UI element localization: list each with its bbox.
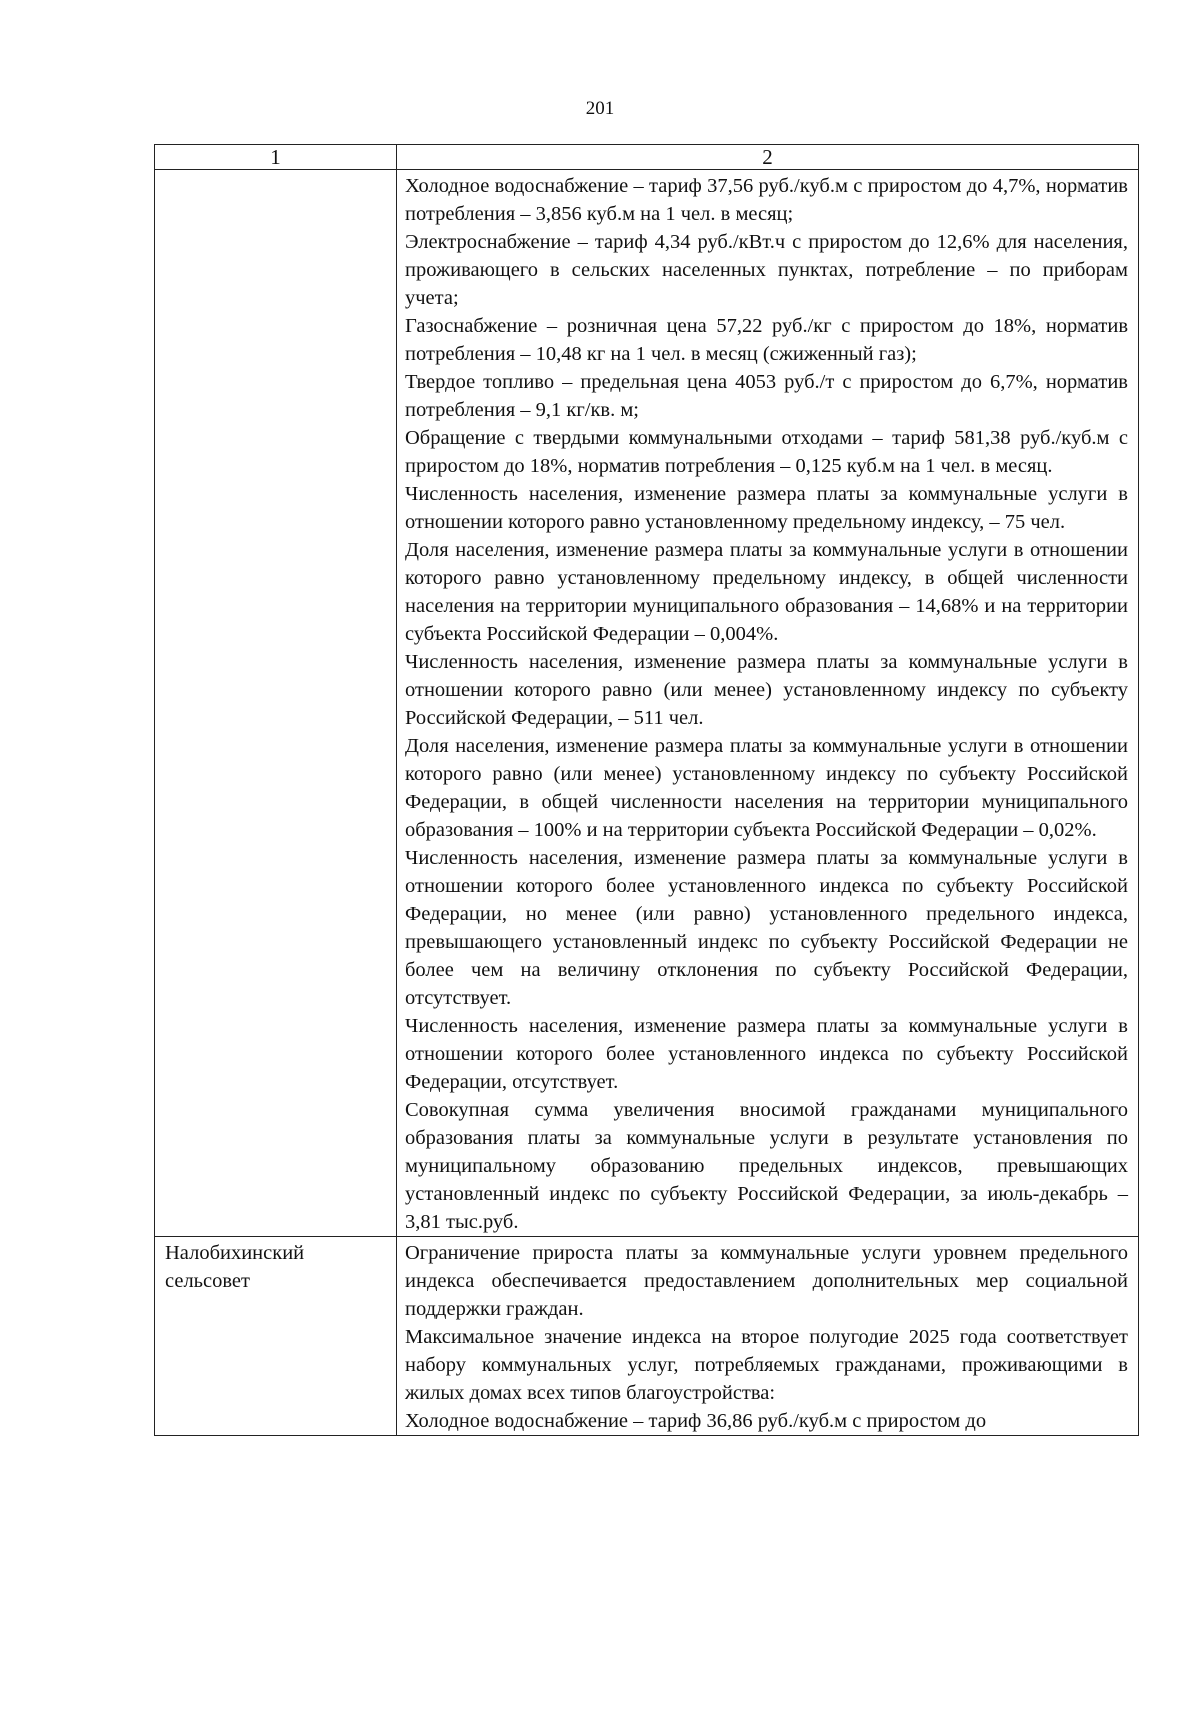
- paragraph-share-less: Доля населения, изменение размера платы за коммунальные услуги в отношении которого равно (или менее) установленному индексу по субъекту Российской Федерации, в общей численности населения на территории муниципального образования – 100% и на территории субъекта Российской Федерации – 0,02%.: [405, 735, 1128, 841]
- paragraph-gas: Газоснабжение – розничная цена 57,22 руб./кг с приростом до 18%, норматив потребления – 10,48 кг на 1 чел. в месяц (сжиженный газ);: [405, 315, 1128, 365]
- column-header-2: 2: [397, 145, 1139, 170]
- paragraph-total-sum: Совокупная сумма увеличения вносимой гражданами муниципального образования платы за коммунальные услуги в результате установления по муниципальному образованию предельных индексов, превышающих установленный индекс по субъекту Российской Федерации, за июль-декабрь – 3,81 тыс.руб.: [405, 1099, 1128, 1233]
- municipality-name-cell: [155, 170, 397, 1237]
- paragraph-cold-water: Холодное водоснабжение – тариф 36,86 руб./куб.м с приростом до: [405, 1410, 987, 1432]
- description-cell: [397, 170, 1139, 1237]
- tariff-table: [154, 144, 1139, 1436]
- paragraph-waste: Обращение с твердыми коммунальными отходами – тариф 581,38 руб./куб.м с приростом до 18%, норматив потребления – 0,125 куб.м на 1 чел. в месяц.: [405, 427, 1128, 477]
- description-cell: [397, 1237, 1139, 1436]
- paragraph-max-index: Максимальное значение индекса на второе полугодие 2025 года соответствует набору коммунальных услуг, потребляемых гражданами, проживающими в жилых домах всех типов благоустройства:: [405, 1326, 1128, 1404]
- column-header-1: 1: [155, 145, 397, 170]
- paragraph-population-equal: Численность населения, изменение размера платы за коммунальные услуги в отношении которого равно установленному предельному индексу, – 75 чел.: [405, 483, 1128, 533]
- paragraph-share-equal: Доля населения, изменение размера платы за коммунальные услуги в отношении которого равно установленному предельному индексу, в общей численности населения на территории муниципального образования – 14,68% и на территории субъекта Российской Федерации – 0,004%.: [405, 539, 1128, 645]
- municipality-name-cell: Налобихинский сельсовет: [155, 1237, 397, 1436]
- table-header-row: [155, 145, 1139, 170]
- paragraph-population-more: Численность населения, изменение размера платы за коммунальные услуги в отношении которого более установленного индекса по субъекту Российской Федерации, отсутствует.: [405, 1015, 1128, 1093]
- paragraph-cold-water: Холодное водоснабжение – тариф 37,56 руб./куб.м с приростом до 4,7%, норматив потребления – 3,856 куб.м на 1 чел. в месяц;: [405, 175, 1128, 225]
- paragraph-solid-fuel: Твердое топливо – предельная цена 4053 руб./т с приростом до 6,7%, норматив потребления – 9,1 кг/кв. м;: [405, 371, 1128, 421]
- paragraph-electricity: Электроснабжение – тариф 4,34 руб./кВт.ч с приростом до 12,6% для населения, проживающего в сельских населенных пунктах, потребление – по приборам учета;: [405, 231, 1128, 309]
- paragraph-limit: Ограничение прироста платы за коммунальные услуги уровнем предельного индекса обеспечивается предоставлением дополнительных мер социальной поддержки граждан.: [405, 1242, 1128, 1320]
- paragraph-population-less: Численность населения, изменение размера платы за коммунальные услуги в отношении которого равно (или менее) установленному индексу по субъекту Российской Федерации, – 511 чел.: [405, 651, 1128, 729]
- page-number: 201: [585, 98, 615, 119]
- table-row: [155, 1237, 1139, 1436]
- table-row: [155, 170, 1139, 1237]
- paragraph-population-between: Численность населения, изменение размера платы за коммунальные услуги в отношении которого более установленного индекса по субъекту Российской Федерации, но менее (или равно) установленного предельного индекса, превышающего установленный индекс по субъекту Российской Федерации не более чем на величину отклонения по субъекту Российской Федерации, отсутствует.: [405, 847, 1128, 1009]
